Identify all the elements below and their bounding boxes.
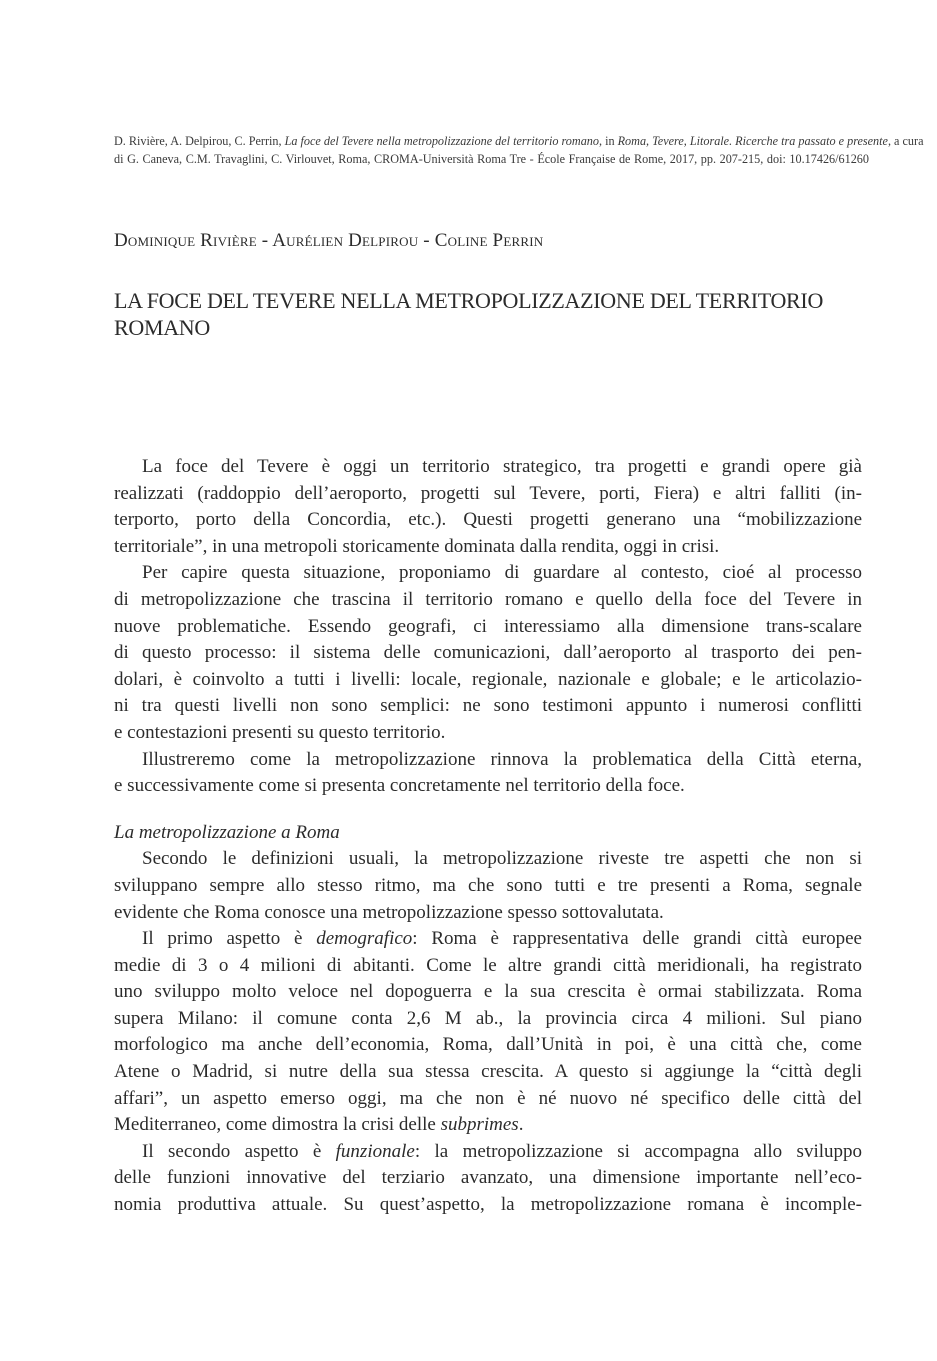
text-line: evidente che Roma conosce una metropolizzazione spesso sottovalutata.: [114, 901, 664, 923]
text-line: La foce del Tevere è oggi un territorio strategico, tra progetti e grandi opere già: [142, 456, 862, 477]
text-line: e successivamente come si presenta concretamente nel territorio della foce.: [114, 775, 685, 797]
text-line: Per capire questa situazione, proponiamo di guardare al contesto, cioé al processo: [142, 562, 862, 584]
text-line: Atene o Madrid, si nutre della sua stessa crescita. A questo si aggiunge la “città degli: [114, 1061, 862, 1083]
article-title: [114, 287, 874, 341]
text-line: Illustreremo come la metropolizzazione rinnova la problematica della Città eterna,: [142, 748, 862, 770]
text-line: realizzati (raddoppio dell’aeroporto, progetti sul Tevere, porti, Fiera) e altri falliti (in-: [114, 482, 862, 504]
text-line: ni tra questi livelli non sono semplici: ne sono testimoni appunto i numerosi conflitti: [114, 695, 862, 717]
citation-title: La foce del Tevere nella metropolizzazione del territorio romano: [284, 134, 599, 148]
citation-book-title: Roma, Tevere, Litorale. Ricerche tra passato e presente: [617, 134, 888, 148]
citation-text: , in: [598, 134, 618, 148]
text-line: e contestazioni presenti su questo territorio.: [114, 721, 446, 743]
text-line: [114, 926, 862, 953]
article-body: [114, 454, 862, 1219]
title-line: LA FOCE DEL TEVERE NELLA METROPOLIZZAZIONE DEL TERRITORIO: [114, 288, 824, 313]
text-span: Il secondo aspetto è: [142, 1140, 336, 1162]
citation-authors: D. Rivière, A. Delpirou, C. Perrin,: [114, 134, 285, 148]
citation-note: [114, 132, 924, 168]
text-span: : la metropolizzazione si accompagna allo sviluppo: [414, 1140, 862, 1162]
emphasis: funzionale: [335, 1140, 415, 1162]
emphasis: subprimes: [440, 1114, 519, 1136]
text-line: nomia produttiva attuale. Su quest’aspetto, la metropolizzazione romana è incomple-: [114, 1194, 862, 1216]
text-line: dolari, è coinvolto a tutti i livelli: locale, regionale, nazionale e globale; e le articolazio-: [114, 668, 862, 690]
section-heading: La metropolizzazione a Roma: [114, 821, 340, 843]
title-line: ROMANO: [114, 315, 210, 340]
text-line: [114, 1139, 862, 1166]
text-span: Il primo aspetto è: [142, 928, 317, 950]
emphasis: demografico: [316, 928, 413, 950]
text-line: terporto, porto della Concordia, etc.). Questi progetti generano una “mobilizzazione: [114, 509, 862, 531]
text-line: territoriale”, in una metropoli storicamente dominata dalla rendita, oggi in crisi.: [114, 535, 720, 557]
text-line: [114, 1112, 862, 1139]
text-line: nuove problematiche. Essendo geografi, ci interessiamo alla dimensione trans-scalare: [114, 615, 862, 637]
citation-text: , a cura: [887, 134, 924, 148]
text-line: delle funzioni innovative del terziario avanzato, una dimensione importante nell’eco-: [114, 1167, 862, 1189]
text-line: affari”, un aspetto emerso oggi, ma che non è né nuovo né specifico delle città del: [114, 1087, 862, 1109]
text-span: : Roma è rappresentativa delle grandi città europee: [412, 928, 862, 950]
citation-line-2: di G. Caneva, C.M. Travaglini, C. Virlouvet, Roma, CROMA-Università Roma Tre - École Française de Rome, 2017, pp. 207-215, doi: 10.17426/61260: [114, 152, 869, 166]
text-line: supera Milano: il comune conta 2,6 M ab., la provincia circa 4 milioni. Sul piano: [114, 1007, 862, 1029]
text-span: .: [518, 1114, 524, 1136]
authors-line: Dominique Rivière - Aurélien Delpirou - Coline Perrin: [114, 230, 544, 251]
text-line: sviluppano sempre allo stesso ritmo, ma che sono tutti e tre presenti a Roma, segnale: [114, 874, 862, 896]
text-line: medie di 3 o 4 milioni di abitanti. Come le altre grandi città meridionali, ha registrato: [114, 954, 862, 976]
text-line: di metropolizzazione che trascina il territorio romano e quello della foce del Tevere in: [114, 588, 862, 610]
text-line: di questo processo: il sistema delle comunicazioni, dall’aeroporto al trasporto dei pen-: [114, 642, 862, 664]
citation-line-1: [114, 132, 924, 150]
spacer: [114, 800, 862, 820]
text-line: Secondo le definizioni usuali, la metropolizzazione riveste tre aspetti che non si: [142, 848, 862, 870]
text-span: Mediterraneo, come dimostra la crisi delle: [114, 1114, 441, 1136]
text-line: uno sviluppo molto veloce nel dopoguerra e la sua crescita è ormai stabilizzata. Roma: [114, 981, 862, 1003]
text-line: morfologico ma anche dell’economia, Roma, dall’Unità in poi, è una città che, come: [114, 1034, 862, 1056]
